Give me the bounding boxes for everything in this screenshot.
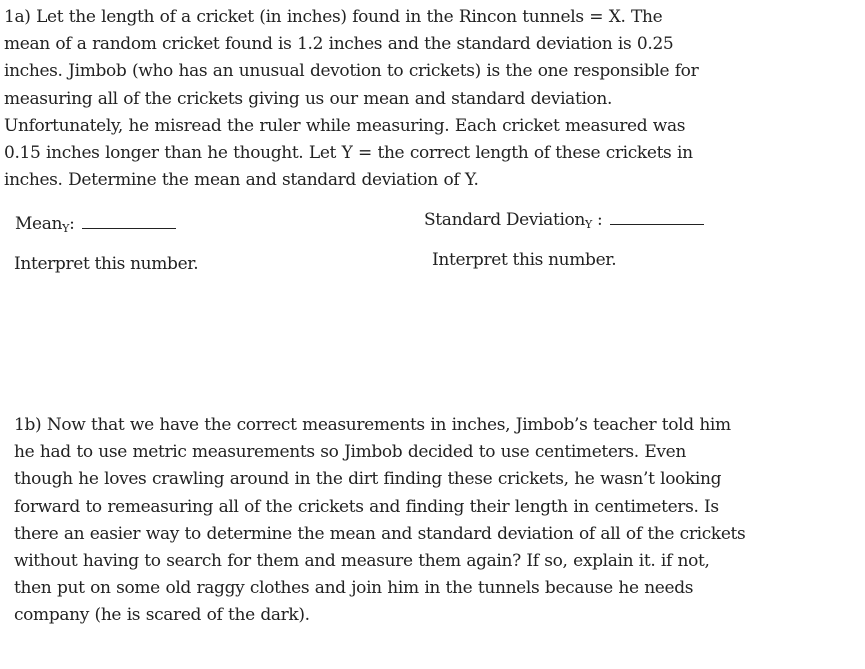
mean-label: Mean bbox=[15, 214, 63, 234]
question-1b-line: without having to search for them and measure them again? If so, explain it. if not, bbox=[14, 551, 710, 572]
question-1a-line: 0.15 inches longer than he thought. Let Y = the correct length of these crickets in bbox=[4, 143, 693, 164]
question-1a-line: inches. Determine the mean and standard deviation of Y. bbox=[4, 170, 479, 191]
sd-label: Standard Deviation bbox=[424, 210, 586, 230]
question-1a-line: mean of a random cricket found is 1.2 inches and the standard deviation is 0.25 bbox=[4, 34, 674, 55]
question-1b-line: company (he is scared of the dark). bbox=[14, 605, 310, 626]
question-1b-line: then put on some old raggy clothes and join him in the tunnels because he needs bbox=[14, 578, 694, 599]
sd-answer-field bbox=[424, 210, 704, 230]
question-1a-line: 1a) Let the length of a cricket (in inches) found in the Rincon tunnels = X. The bbox=[4, 7, 663, 27]
question-1b-line: there an easier way to determine the mean and standard deviation of all of the crickets bbox=[14, 523, 746, 544]
mean-interpret-prompt: Interpret this number. bbox=[14, 254, 199, 274]
question-1a-line: measuring all of the crickets giving us our mean and standard deviation. bbox=[4, 88, 613, 109]
question-1b bbox=[14, 412, 745, 630]
sd-interpret-prompt: Interpret this number. bbox=[432, 250, 617, 270]
question-1a bbox=[4, 4, 698, 194]
question-1a-line: Unfortunately, he misread the ruler while measuring. Each cricket measured was bbox=[4, 115, 686, 136]
sd-label-suffix: : bbox=[591, 210, 603, 230]
question-1a-line: inches. Jimbob (who has an unusual devotion to crickets) is the one responsible for bbox=[4, 61, 699, 82]
sd-subscript: Y bbox=[585, 218, 592, 231]
question-1b-line: though he loves crawling around in the dirt finding these crickets, he wasn’t looking bbox=[14, 469, 722, 490]
question-1b-line: he had to use metric measurements so Jimbob decided to use centimeters. Even bbox=[14, 442, 686, 463]
question-1b-line: forward to remeasuring all of the crickets and finding their length in centimeters. Is bbox=[14, 496, 719, 517]
question-1b-line: 1b) Now that we have the correct measurements in inches, Jimbob’s teacher told him bbox=[14, 415, 731, 435]
mean-answer-field bbox=[15, 214, 176, 234]
sd-answer-blank[interactable] bbox=[610, 210, 704, 225]
mean-subscript: Y bbox=[62, 222, 70, 235]
mean-answer-blank[interactable] bbox=[82, 214, 176, 229]
mean-label-suffix: : bbox=[69, 214, 75, 234]
